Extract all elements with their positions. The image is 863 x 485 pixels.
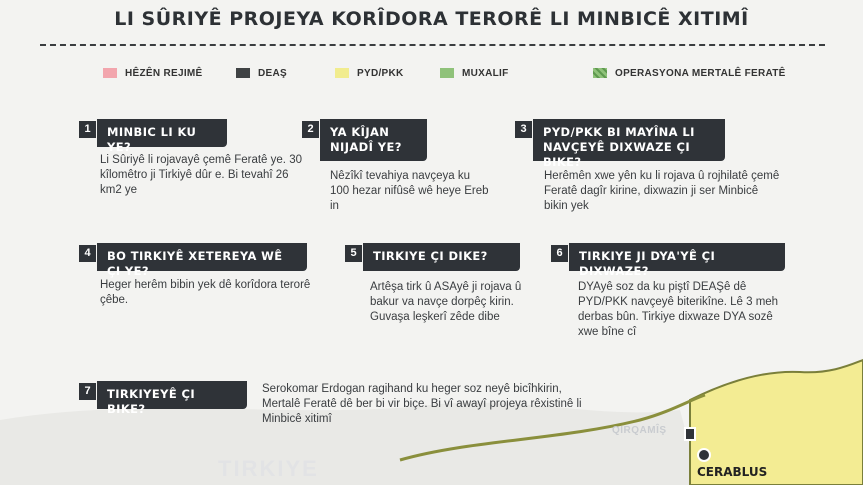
- card-title: MINBIC LI KU YE?: [97, 119, 227, 147]
- legend-item-operation: [593, 66, 786, 80]
- card-title: TIRKIYE JI DYA'YÊ ÇI DIXWAZE?: [569, 243, 785, 271]
- legend-label: PYD/PKK: [357, 67, 404, 79]
- card-title: BO TIRKIYÊ XETEREYA WÊ ÇI YE?: [97, 243, 307, 271]
- card-number: 1: [79, 121, 96, 138]
- map-label-country: TIRKIYE: [218, 456, 319, 481]
- landmark-icon: [684, 427, 696, 441]
- card-title: PYD/PKK BI MAYÎNA LI NAVÇEYÊ DIXWAZE ÇI BIKE?: [533, 119, 725, 161]
- legend-label: HÊZÊN REJIMÊ: [125, 67, 203, 79]
- card-body: Herêmên xwe yên ku li rojava û rojhilatê çemê Feratê dagîr kirine, dixwazin ji ser Minbicê bikin yek: [544, 170, 780, 212]
- card-body: Nêzîkî tevahiya navçeya ku 100 hezar nifûsê wê heye Ereb in: [330, 170, 489, 212]
- card-number: 2: [302, 121, 319, 138]
- city-marker: [697, 448, 711, 462]
- card-title: YA KÎJAN NIJADÎ YE?: [320, 119, 427, 161]
- card-body: Heger herêm bibin yek dê korîdora terorê çêbe.: [100, 279, 311, 306]
- card-title: TIRKIYE ÇI DIKE?: [363, 243, 520, 271]
- legend-item-muxalif: [440, 66, 509, 80]
- map-label-faded: QIRQAMÎŞ: [612, 425, 667, 436]
- card-body: Serokomar Erdogan ragihand ku heger soz neyê bicîhkirin, Mertalê Feratê dê ber bi vir biçe. Bi vî awayî projeya rêxistinê li Minbicê xitimî: [262, 383, 582, 425]
- card-number: 4: [79, 245, 96, 262]
- card-body: DYAyê soz da ku piştî DEAŞê dê PYD/PKK navçeyê biterikîne. Lê 3 meh derbas bûn. Tirkiye dixwaze DYA sozê xwe bîne cî: [578, 281, 779, 338]
- card-body: Artêşa tirk û ASAyê ji rojava û bakur va navçe dorpêç kirin. Guvaşa leşkerî zêde dibe: [370, 281, 522, 323]
- legend-item-pyd-pkk: [335, 66, 404, 80]
- title-divider: [40, 44, 825, 46]
- card-number: 3: [515, 121, 532, 138]
- card-body: Li Sûriyê li rojavayê çemê Feratê ye. 30 kîlomêtro ji Tirkiyê dûr e. Bi tevahî 26 km2 ye: [100, 154, 302, 196]
- card-title: TIRKIYEYÊ ÇI BIKE?: [97, 381, 247, 409]
- legend-swatch-hatched: [593, 68, 607, 78]
- legend-label: DEAŞ: [258, 67, 287, 79]
- legend-swatch: [440, 68, 454, 78]
- card-number: 7: [79, 383, 96, 400]
- legend-label: OPERASYONA MERTALÊ FERATÊ: [615, 67, 786, 79]
- card-number: 6: [551, 245, 568, 262]
- legend-swatch: [236, 68, 250, 78]
- legend-swatch: [335, 68, 349, 78]
- city-label: CERABLUS: [697, 465, 768, 479]
- legend-item-regime: [103, 66, 203, 80]
- legend-label: MUXALIF: [462, 67, 509, 79]
- card-number: 5: [345, 245, 362, 262]
- legend-swatch: [103, 68, 117, 78]
- page-title: LI SÛRIYÊ PROJEYA KORÎDORA TERORÊ LI MINBICÊ XITIMÎ: [114, 8, 749, 30]
- legend-item-deas: [236, 66, 287, 80]
